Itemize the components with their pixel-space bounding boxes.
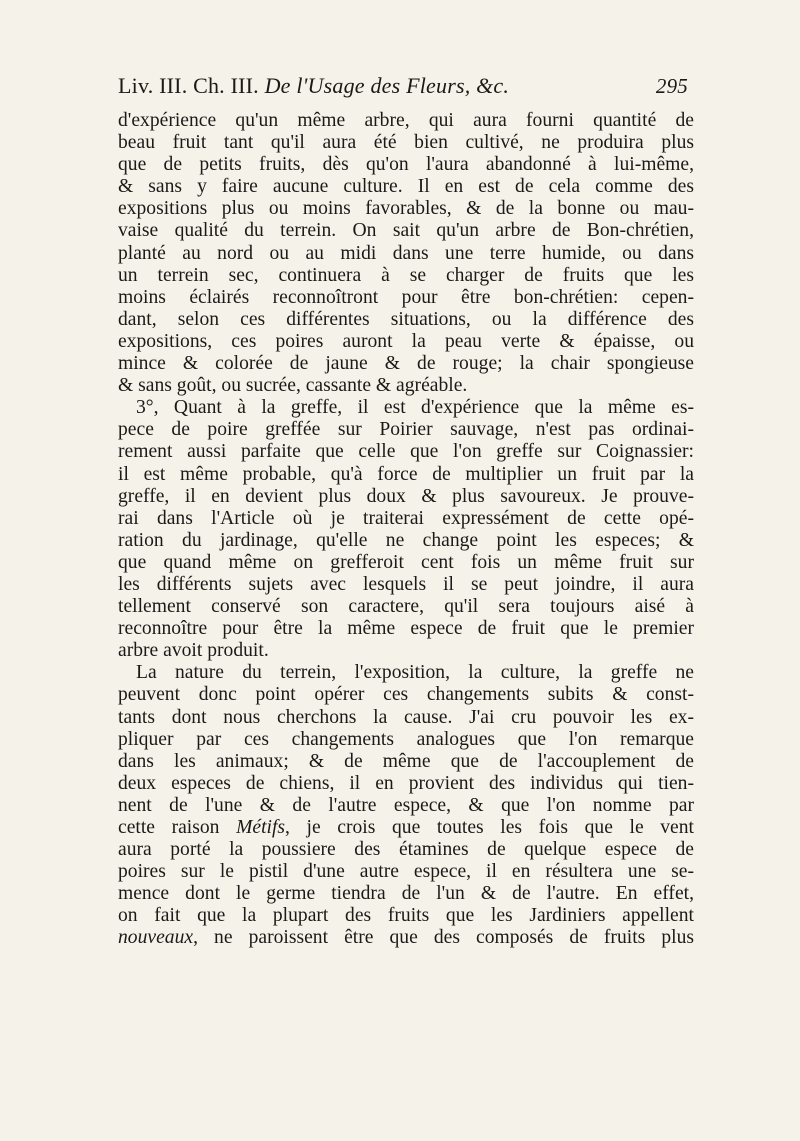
- text-line: mence dont le germe tiendra de l'un & de l'autre. En effet,: [118, 883, 694, 905]
- text-line: rement aussi parfaite que celle que l'on greffe sur Coignassier:: [118, 441, 694, 463]
- paragraph: [118, 110, 694, 397]
- text-line: ration du jardinage, qu'elle ne change point les especes; &: [118, 529, 694, 551]
- paragraph: [118, 662, 694, 949]
- text-line: expositions plus ou moins favorables, & de la bonne ou mau-: [118, 198, 694, 220]
- text-line: expositions, ces poires auront la peau verte & épaisse, ou: [118, 330, 694, 352]
- text-line: pliquer par ces changements analogues que l'on remarque: [118, 728, 694, 750]
- text-line: peuvent donc point opérer ces changements subits & const-: [118, 684, 694, 706]
- text-line: reconnoître pour être la même espece de fruit que le premier: [118, 618, 694, 640]
- text-line: pece de poire greffée sur Poirier sauvage, n'est pas ordinai-: [118, 419, 694, 441]
- text-line: dans les animaux; & de même que de l'accouplement de: [118, 750, 694, 772]
- text-line: beau fruit tant qu'il aura été bien cultivé, ne produira plus: [118, 132, 694, 154]
- page-number: 295: [655, 74, 688, 98]
- text-line: greffe, il en devient plus doux & plus savoureux. Je prouve-: [118, 485, 694, 507]
- section-title: De l'Usage des Fleurs, &c.: [264, 73, 510, 98]
- running-head: [118, 73, 688, 99]
- body-text: [118, 110, 694, 950]
- text-line: 3°, Quant à la greffe, il est d'expérience que la même es-: [136, 397, 694, 419]
- text-line: cette raison Métifs, je crois que toutes les fois que le vent: [118, 817, 694, 838]
- chapter-reference: Liv. III. Ch. III.: [118, 73, 265, 98]
- text-line: un terrein sec, continuera à se charger de fruits que les: [118, 264, 694, 286]
- text-line: nouveaux, ne paroissent être que des composés de fruits plus: [118, 927, 694, 949]
- text-line: moins éclairés reconnoîtront pour être bon-chrétien: cepen-: [118, 286, 694, 308]
- text-line: La nature du terrein, l'exposition, la culture, la greffe ne: [136, 662, 694, 684]
- text-line: tants dont nous cherchons la cause. J'ai cru pouvoir les ex-: [118, 706, 694, 728]
- text-line: mince & colorée de jaune & de rouge; la chair spongieuse: [118, 353, 694, 375]
- text-line: dant, selon ces différentes situations, ou la différence des: [118, 308, 694, 330]
- text-line: les différents sujets avec lesquels il se peut joindre, il aura: [118, 573, 694, 595]
- text-line: tellement conservé son caractere, qu'il sera toujours aisé à: [118, 596, 694, 618]
- text-line: rai dans l'Article où je traiterai expressément de cette opé-: [118, 507, 694, 529]
- text-line: que quand même on grefferoit cent fois un même fruit sur: [118, 551, 694, 573]
- text-line: aura porté la poussiere des étamines de quelque espece de: [118, 839, 694, 861]
- text-line: on fait que la plupart des fruits que les Jardiniers appellent: [118, 905, 694, 927]
- text-line: d'expérience qu'un même arbre, qui aura fourni quantité de: [118, 110, 694, 131]
- text-line: & sans y faire aucune culture. Il en est de cela comme des: [118, 176, 694, 198]
- text-line: deux especes de chiens, il en provient des individus qui tien-: [118, 772, 694, 794]
- text-line: poires sur le pistil d'une autre espece, il en résultera une se-: [118, 861, 694, 883]
- text-line: il est même probable, qu'à force de multiplier un fruit par la: [118, 463, 694, 485]
- running-head-title: [118, 73, 509, 99]
- text-line: & sans goût, ou sucrée, cassante & agréable.: [118, 375, 468, 397]
- text-line: nent de l'une & de l'autre espece, & que l'on nomme par: [118, 794, 694, 816]
- paragraph: [118, 397, 694, 662]
- text-line: planté au nord ou au midi dans une terre humide, ou dans: [118, 242, 694, 264]
- text-line: que de petits fruits, dès qu'on l'aura abandonné à lui-même,: [118, 154, 694, 176]
- text-line: arbre avoit produit.: [118, 640, 269, 662]
- text-line: vaise qualité du terrein. On sait qu'un arbre de Bon-chrétien,: [118, 220, 694, 242]
